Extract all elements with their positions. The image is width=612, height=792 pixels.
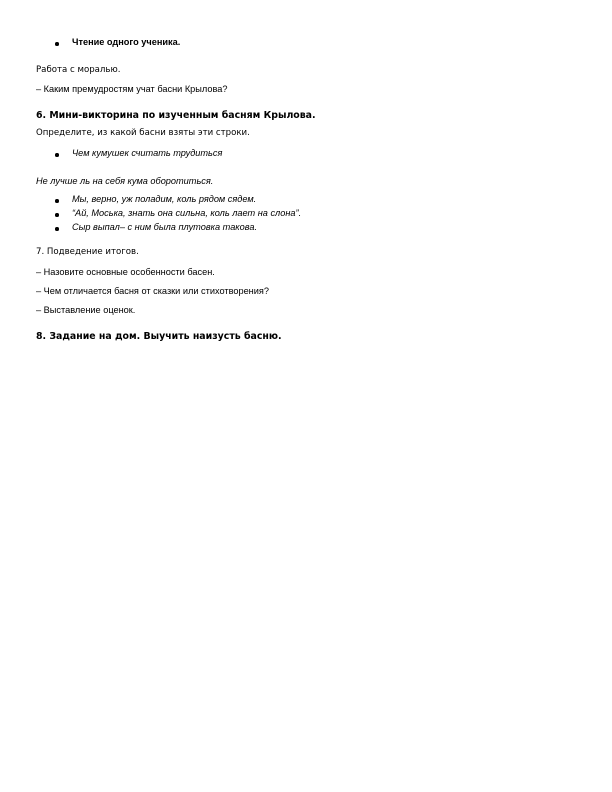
moral-work-text: Работа с моралью. bbox=[36, 65, 121, 75]
list-bullet bbox=[55, 153, 59, 157]
list-bullet bbox=[55, 227, 59, 231]
section-6-heading: 6. Мини-викторина по изученным басням Крылова. bbox=[36, 110, 316, 121]
section-8-heading: 8. Задание на дом. Выучить наизусть басню. bbox=[36, 331, 282, 342]
summary-item: – Чем отличается басня от сказки или стихотворения? bbox=[36, 286, 269, 296]
quote-line: Сыр выпал– с ним была плутовка такова. bbox=[72, 222, 258, 232]
quote-line: Не лучше ль на себя кума оборотиться. bbox=[36, 176, 214, 186]
quote-line: “Ай, Моська, знать она сильна, коль лает на слона”. bbox=[72, 208, 302, 218]
quote-line: Чем кумушек считать трудиться bbox=[72, 148, 223, 158]
list-bullet bbox=[55, 213, 59, 217]
section-6-intro: Определите, из какой басни взяты эти строки. bbox=[36, 128, 250, 138]
moral-question: – Каким премудростям учат басни Крылова? bbox=[36, 84, 228, 94]
summary-item: – Выставление оценок. bbox=[36, 305, 136, 315]
section-7-heading: 7. Подведение итогов. bbox=[36, 247, 139, 257]
list-bullet bbox=[55, 42, 59, 46]
summary-item: – Назовите основные особенности басен. bbox=[36, 267, 215, 277]
list-bullet bbox=[55, 199, 59, 203]
reading-item: Чтение одного ученика. bbox=[72, 37, 181, 47]
quote-line: Мы, верно, уж поладим, коль рядом сядем. bbox=[72, 194, 257, 204]
